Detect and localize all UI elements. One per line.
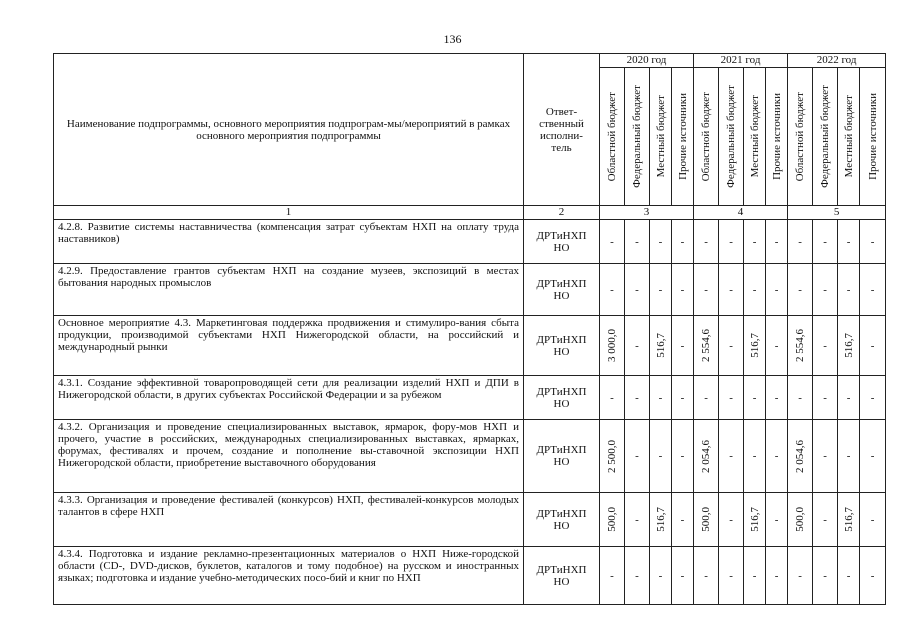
- value-cell: [694, 547, 719, 605]
- value-dash: -: [846, 235, 851, 248]
- value-number: 516,7: [842, 333, 855, 358]
- value-number: 2 554,6: [700, 329, 713, 362]
- row-executor-text: ДРТиНХП НО: [536, 229, 587, 254]
- value-cell: [719, 420, 744, 493]
- value-cell: [860, 547, 886, 605]
- value-dash: -: [870, 339, 875, 352]
- value-cell: [600, 220, 625, 264]
- value-cell: [694, 220, 719, 264]
- value-cell: [672, 547, 694, 605]
- col-number-2: 2: [524, 206, 600, 220]
- value-number: 2 500,0: [606, 439, 618, 473]
- value-dash: -: [680, 283, 685, 296]
- value-cell: [625, 420, 650, 493]
- header-executor-text: Ответ-ственный исполни-тель: [539, 105, 584, 154]
- value-cell: [672, 420, 694, 493]
- source-header: [650, 68, 672, 206]
- value-dash: -: [635, 513, 639, 526]
- value-cell: [838, 420, 860, 493]
- value-dash: -: [704, 235, 708, 248]
- value-dash: -: [729, 513, 733, 526]
- value-number: 516,7: [654, 507, 667, 532]
- value-cell: [813, 264, 838, 316]
- value-cell: [813, 220, 838, 264]
- row-name: 4.2.8. Развитие системы наставничества (компенсация затрат субъектам НХП на оплату труда наставников): [54, 220, 524, 264]
- table-row: [54, 376, 886, 420]
- value-dash: -: [752, 235, 757, 248]
- value-cell: [625, 493, 650, 547]
- source-header: [600, 68, 625, 206]
- value-cell: [766, 420, 788, 493]
- col-number-4: 4: [694, 206, 788, 220]
- value-dash: -: [658, 391, 663, 404]
- value-cell: [672, 316, 694, 376]
- value-cell: [719, 220, 744, 264]
- row-name: 4.2.9. Предоставление грантов субъектам НХП на создание музеев, экспозиций в местах бытования народных промыслов: [54, 264, 524, 316]
- value-dash: -: [823, 235, 827, 248]
- year-2022: 2022 год: [788, 54, 886, 68]
- value-dash: -: [774, 391, 779, 404]
- value-cell: [788, 316, 813, 376]
- value-dash: -: [823, 339, 827, 352]
- row-executor: [524, 547, 600, 605]
- row-executor: [524, 264, 600, 316]
- value-dash: -: [823, 283, 827, 296]
- value-dash: -: [870, 513, 875, 526]
- value-dash: -: [635, 235, 639, 248]
- value-cell: [650, 376, 672, 420]
- header-name: Наименование подпрограммы, основного мероприятия подпрограм-мы/мероприятий в рамках основного мероприятия подпрограммы: [54, 54, 524, 206]
- budget-table: [53, 53, 886, 605]
- value-cell: [672, 493, 694, 547]
- value-cell: [600, 547, 625, 605]
- value-cell: [766, 376, 788, 420]
- value-dash: -: [774, 513, 779, 526]
- value-cell: [625, 220, 650, 264]
- value-dash: -: [680, 569, 685, 582]
- value-cell: [719, 493, 744, 547]
- value-cell: [744, 547, 766, 605]
- value-dash: -: [680, 235, 685, 248]
- value-dash: -: [774, 235, 779, 248]
- year-2020: 2020 год: [600, 54, 694, 68]
- value-cell: [650, 420, 672, 493]
- value-number: 516,7: [654, 333, 667, 358]
- value-dash: -: [635, 339, 639, 352]
- table-row: [54, 264, 886, 316]
- value-cell: [788, 220, 813, 264]
- value-dash: -: [729, 339, 733, 352]
- value-dash: -: [774, 283, 779, 296]
- source-header-label: Областной бюджет: [606, 91, 618, 182]
- table-row: [54, 420, 886, 493]
- value-cell: [744, 420, 766, 493]
- value-cell: [625, 547, 650, 605]
- col-number-3: 3: [600, 206, 694, 220]
- table-row: [54, 220, 886, 264]
- value-cell: [766, 493, 788, 547]
- value-dash: -: [729, 283, 733, 296]
- value-cell: [744, 493, 766, 547]
- value-cell: [788, 420, 813, 493]
- row-executor: [524, 376, 600, 420]
- value-dash: -: [680, 339, 685, 352]
- row-executor-text: ДРТиНХП НО: [536, 333, 587, 358]
- header-executor: [524, 54, 600, 206]
- value-cell: [719, 547, 744, 605]
- value-cell: [744, 316, 766, 376]
- value-dash: -: [752, 450, 757, 462]
- row-name: 4.3.3. Организация и проведение фестивалей (конкурсов) НХП, фестивалей-конкурсов молодых талантов в сфере НХП: [54, 493, 524, 547]
- row-executor-text: ДРТиНХП НО: [536, 385, 587, 410]
- value-dash: -: [846, 391, 851, 404]
- row-name: 4.3.1. Создание эффективной товаропроводящей сети для реализации изделий НХП и ДПИ в Нижегородской области, в других субъектах Российской Федерации и за рубежом: [54, 376, 524, 420]
- table-row: [54, 493, 886, 547]
- source-header: [860, 68, 886, 206]
- source-header: [744, 68, 766, 206]
- value-cell: [838, 264, 860, 316]
- value-cell: [860, 220, 886, 264]
- source-header: [694, 68, 719, 206]
- value-number: 2 054,6: [794, 439, 807, 473]
- value-number: 500,0: [700, 507, 713, 532]
- value-dash: -: [729, 391, 733, 404]
- source-header-label: Федеральный бюджет: [819, 85, 832, 188]
- value-cell: [766, 316, 788, 376]
- value-cell: [860, 264, 886, 316]
- value-cell: [788, 264, 813, 316]
- row-executor: [524, 493, 600, 547]
- value-cell: [694, 376, 719, 420]
- col-number-5: 5: [788, 206, 886, 220]
- value-number: 516,7: [748, 507, 761, 532]
- value-cell: [625, 376, 650, 420]
- value-cell: [600, 420, 625, 493]
- row-executor: [524, 316, 600, 376]
- value-dash: -: [635, 283, 639, 296]
- value-cell: [650, 220, 672, 264]
- value-cell: [788, 493, 813, 547]
- row-name: 4.3.2. Организация и проведение специализированных выставок, ярмарок, фору-мов НХП и прочего, участие в российских, международных специализированных выставках, ярмарках, форумах, фестивалях и прочем, создание и пополнение вы-ставочной экспозиции НХП Нижегородской области, приобретение выставочного оборудования: [54, 420, 524, 493]
- value-number: 2 054,6: [700, 439, 713, 473]
- value-cell: [788, 547, 813, 605]
- value-dash: -: [870, 283, 875, 296]
- value-cell: [694, 264, 719, 316]
- value-cell: [838, 220, 860, 264]
- table-row: [54, 547, 886, 605]
- table-body: [54, 220, 886, 605]
- value-number: 500,0: [794, 507, 807, 532]
- value-number: 516,7: [748, 333, 761, 358]
- source-header-label: Прочие источники: [770, 93, 783, 180]
- value-number: 3 000,0: [606, 329, 618, 362]
- value-dash: -: [658, 450, 663, 462]
- value-cell: [860, 493, 886, 547]
- row-executor-text: ДРТиНХП НО: [536, 507, 587, 532]
- value-dash: -: [610, 235, 614, 248]
- table-row: [54, 316, 886, 376]
- value-dash: -: [774, 450, 779, 462]
- value-cell: [600, 376, 625, 420]
- value-dash: -: [729, 569, 733, 582]
- value-dash: -: [774, 569, 779, 582]
- value-cell: [650, 493, 672, 547]
- value-dash: -: [658, 569, 663, 582]
- value-cell: [672, 220, 694, 264]
- value-cell: [860, 376, 886, 420]
- value-cell: [813, 420, 838, 493]
- source-header: [788, 68, 813, 206]
- value-dash: -: [870, 235, 875, 248]
- value-cell: [672, 376, 694, 420]
- value-dash: -: [752, 283, 757, 296]
- value-dash: -: [635, 450, 639, 462]
- value-dash: -: [798, 235, 802, 248]
- value-dash: -: [870, 391, 875, 404]
- value-dash: -: [658, 283, 663, 296]
- value-dash: -: [870, 569, 875, 582]
- source-header-label: Федеральный бюджет: [725, 85, 738, 188]
- value-cell: [788, 376, 813, 420]
- value-dash: -: [846, 450, 851, 462]
- value-cell: [694, 316, 719, 376]
- value-cell: [625, 264, 650, 316]
- source-header-label: Федеральный бюджет: [631, 85, 643, 188]
- value-number: 2 554,6: [794, 329, 807, 362]
- value-cell: [838, 376, 860, 420]
- source-header: [813, 68, 838, 206]
- row-executor-text: ДРТиНХП НО: [536, 277, 587, 302]
- row-name: Основное мероприятие 4.3. Маркетинговая поддержка продвижения и стимулиро-вания сбыта продукции, производимой субъектами НХП Нижегородской области, на российский и международный рынки: [54, 316, 524, 376]
- value-dash: -: [823, 391, 827, 404]
- value-number: 516,7: [842, 507, 855, 532]
- value-dash: -: [846, 283, 851, 296]
- value-cell: [650, 547, 672, 605]
- value-number: 500,0: [606, 507, 618, 532]
- value-dash: -: [680, 391, 685, 404]
- value-cell: [860, 316, 886, 376]
- value-dash: -: [680, 513, 685, 526]
- value-cell: [838, 493, 860, 547]
- value-dash: -: [704, 391, 708, 404]
- value-cell: [766, 264, 788, 316]
- value-cell: [600, 493, 625, 547]
- source-header: [625, 68, 650, 206]
- source-header-label: Прочие источники: [676, 93, 689, 180]
- value-cell: [650, 264, 672, 316]
- value-cell: [600, 264, 625, 316]
- value-dash: -: [752, 391, 757, 404]
- source-header: [766, 68, 788, 206]
- source-header-label: Местный бюджет: [842, 95, 855, 178]
- source-header-label: Областной бюджет: [794, 91, 807, 182]
- value-cell: [813, 493, 838, 547]
- value-dash: -: [635, 391, 639, 404]
- value-cell: [672, 264, 694, 316]
- row-executor-text: ДРТиНХП НО: [536, 563, 587, 588]
- value-cell: [744, 376, 766, 420]
- value-cell: [719, 264, 744, 316]
- value-cell: [838, 547, 860, 605]
- source-header-label: Местный бюджет: [748, 95, 761, 178]
- value-cell: [719, 376, 744, 420]
- value-cell: [600, 316, 625, 376]
- row-executor-text: ДРТиНХП НО: [536, 444, 587, 468]
- source-header-label: Прочие источники: [866, 93, 879, 180]
- value-dash: -: [729, 235, 733, 248]
- value-cell: [744, 264, 766, 316]
- row-executor: [524, 420, 600, 493]
- value-dash: -: [704, 283, 708, 296]
- value-cell: [838, 316, 860, 376]
- value-dash: -: [798, 569, 802, 582]
- value-cell: [813, 547, 838, 605]
- row-executor: [524, 220, 600, 264]
- value-cell: [860, 420, 886, 493]
- source-header: [672, 68, 694, 206]
- value-cell: [650, 316, 672, 376]
- value-dash: -: [635, 569, 639, 582]
- value-dash: -: [658, 235, 663, 248]
- value-cell: [744, 220, 766, 264]
- value-dash: -: [798, 391, 802, 404]
- value-dash: -: [870, 450, 875, 462]
- value-cell: [813, 376, 838, 420]
- value-dash: -: [610, 391, 614, 404]
- value-dash: -: [798, 283, 802, 296]
- value-cell: [625, 316, 650, 376]
- value-dash: -: [610, 569, 614, 582]
- source-header: [719, 68, 744, 206]
- value-dash: -: [752, 569, 757, 582]
- value-dash: -: [610, 283, 614, 296]
- value-dash: -: [680, 450, 685, 462]
- source-header: [838, 68, 860, 206]
- value-cell: [766, 220, 788, 264]
- source-header-label: Местный бюджет: [654, 95, 667, 178]
- value-dash: -: [823, 569, 827, 582]
- value-dash: -: [823, 513, 827, 526]
- value-dash: -: [823, 450, 827, 462]
- value-cell: [766, 547, 788, 605]
- source-header-label: Областной бюджет: [700, 91, 713, 182]
- value-dash: -: [729, 450, 733, 462]
- value-cell: [813, 316, 838, 376]
- value-dash: -: [846, 569, 851, 582]
- year-2021: 2021 год: [694, 54, 788, 68]
- value-cell: [694, 420, 719, 493]
- value-dash: -: [704, 569, 708, 582]
- col-number-1: 1: [54, 206, 524, 220]
- value-dash: -: [774, 339, 779, 352]
- value-cell: [694, 493, 719, 547]
- value-cell: [719, 316, 744, 376]
- page-number: 136: [443, 32, 462, 46]
- row-name: 4.3.4. Подготовка и издание рекламно-презентационных материалов о НХП Ниже-городской области (CD-, DVD-дисков, буклетов, каталогов и тому подобное) на русском и иностранных языках; подготовка и издание учебно-методических посо-бий и книг по НХП: [54, 547, 524, 605]
